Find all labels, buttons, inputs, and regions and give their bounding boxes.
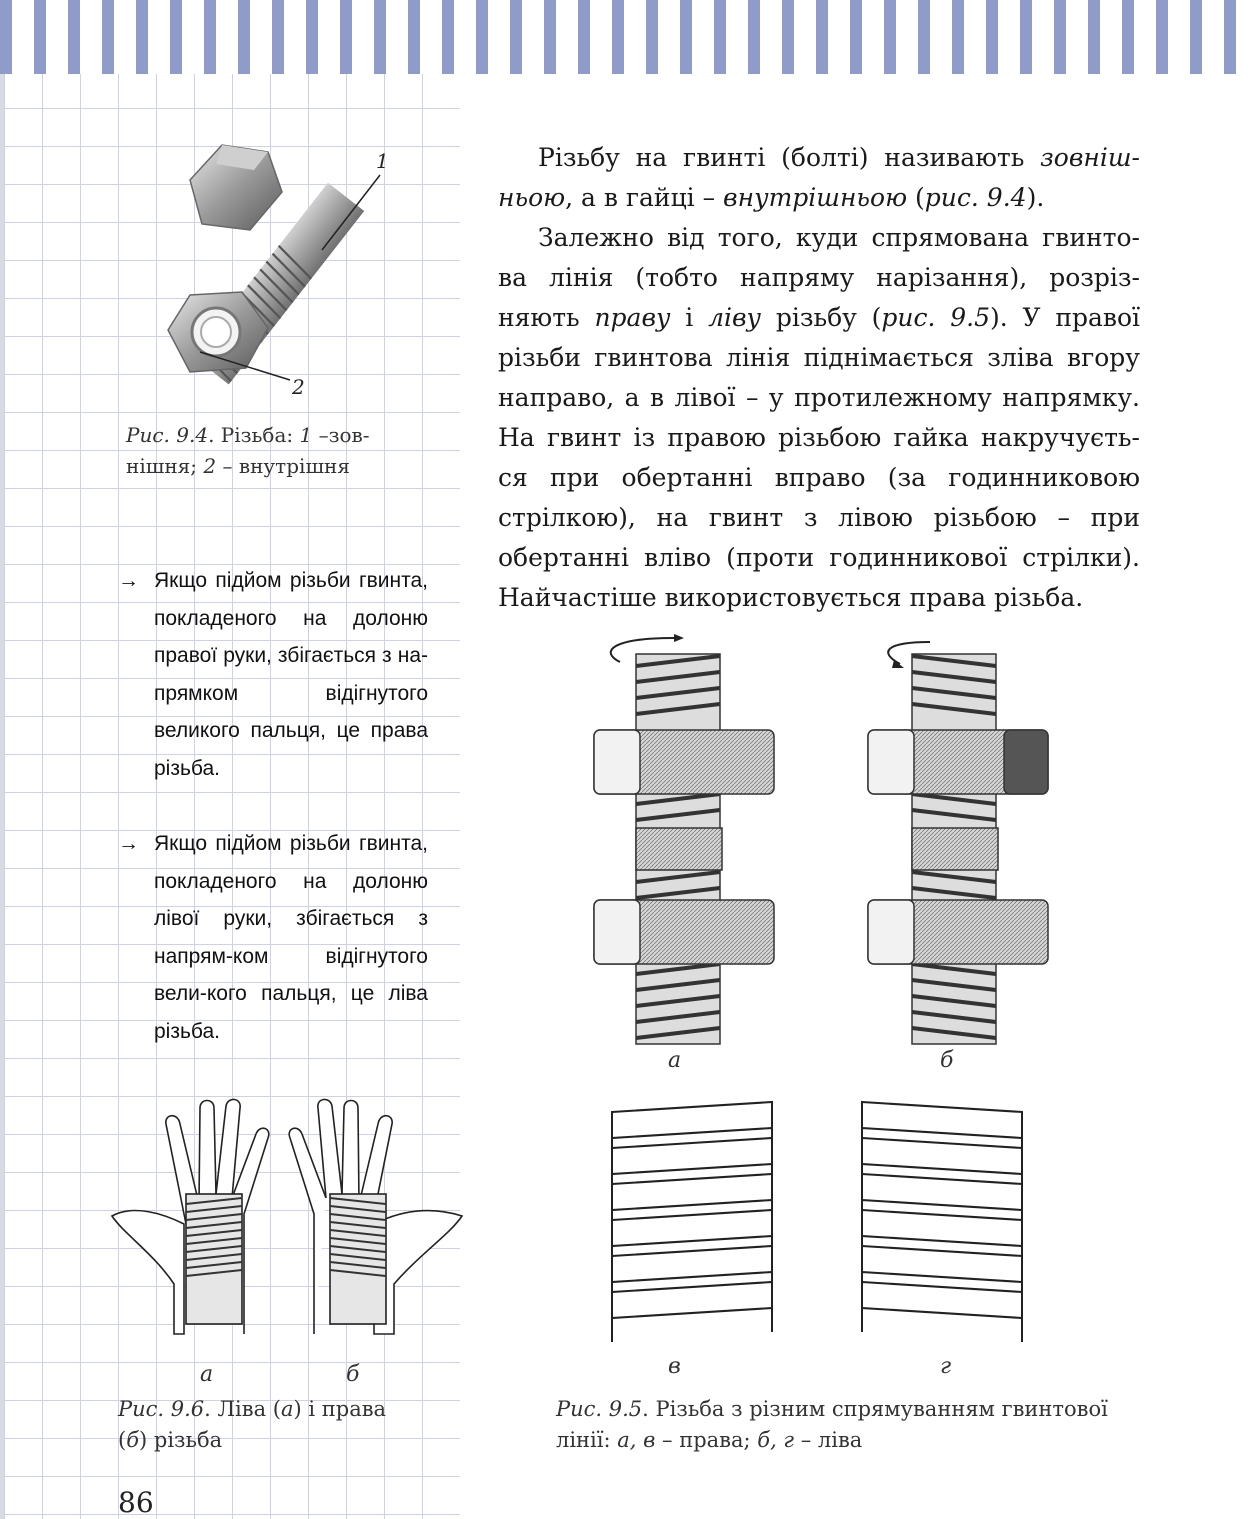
paragraph-1: [498, 138, 1140, 218]
fig94-caption-ref: Рис. 9.4: [126, 423, 209, 447]
fig96-label-b: б: [346, 1362, 360, 1387]
p1-c: (: [907, 183, 925, 212]
arrow-icon: →: [118, 569, 139, 592]
fig96-caption-text4: ) різьба: [139, 1428, 223, 1452]
fig95-caption: [556, 1394, 1196, 1456]
fig95-caption-i2: б, г: [757, 1428, 795, 1452]
note-text: Якщо підйом різьби гвинта, покладеного на долоню правої руки, збігається з на-прямком відігнутого великого пальця, це права різьба.: [154, 569, 428, 780]
fig94-label-1: 1: [376, 149, 389, 173]
paragraph-2: [498, 218, 1140, 618]
fig94-caption-text: . Різьба:: [208, 423, 300, 447]
p1-a: Різьбу на гвинті (болті) називають: [538, 143, 1041, 172]
fig96-caption-text1: . Ліва (: [204, 1397, 281, 1421]
p2-i1: праву: [594, 303, 671, 332]
fig95-label-a: а: [668, 1048, 682, 1073]
fig94-caption: [126, 420, 426, 482]
fig95-caption-i1: а, в: [617, 1428, 656, 1452]
p1-i1: зовніш-ньою: [498, 143, 1140, 212]
fig95-caption-text1: . Різьба з різним спрямуванням гвинтової: [642, 1397, 1108, 1421]
helix-v: [612, 1102, 772, 1342]
main-text: [498, 138, 1140, 618]
fig94-caption-n2: 2: [203, 454, 217, 478]
p2-c: різьбу (: [761, 303, 882, 332]
thread-direction-illustration: [590, 632, 1060, 1352]
fig94-label-2: 2: [292, 375, 305, 399]
note-text: Якщо підйом різьби гвинта, покладеного на долоню лівої руки, збігається з напрям-ком відігнутого вели-кого пальця, це ліва різьба.: [154, 832, 428, 1043]
fig94-caption-n1: 1: [299, 423, 313, 447]
fig96-label-a: а: [200, 1362, 214, 1387]
fig95-caption-text2: лінії:: [556, 1428, 618, 1452]
page-number: 86: [118, 1486, 154, 1519]
fig95-label-v: в: [668, 1354, 681, 1379]
fig95-label-g: г: [940, 1354, 952, 1379]
rod-b: [868, 642, 1048, 1044]
note-left-thread: [118, 825, 428, 1050]
p2-d: ). У правої різьби гвинтова лінія піднімається зліва вгору направо, а в лівої – у протилежному напрямку. На гвинт із правою різьбою гайка накручуєть-ся при обертанні вправо (за годинниковою стрілкою), на гвинт з лівою різьбою – при обертанні вліво (проти годинникової стрілки). Найчастіше використовується права різьба.: [498, 303, 1141, 612]
fig94-caption-t2: нішня;: [126, 454, 204, 478]
p2-i3: рис. 9.5: [881, 303, 990, 332]
fig96-caption: [118, 1394, 438, 1456]
bolt-nut-illustration: [150, 140, 420, 420]
fig94-caption-t1: –зов-: [312, 423, 370, 447]
header-stripes: [0, 0, 1254, 74]
p2-b: і: [670, 303, 709, 332]
fig96-caption-text2: ) і права: [293, 1397, 387, 1421]
helix-g: [862, 1102, 1022, 1342]
fig96-caption-text3: (: [118, 1428, 127, 1452]
fig96-caption-ref: Рис. 9.6: [118, 1397, 205, 1421]
fig95-caption-text3: – права;: [655, 1428, 758, 1452]
fig95-caption-ref: Рис. 9.5: [556, 1397, 643, 1421]
rod-a: [594, 634, 774, 1044]
fig96-caption-i1: а: [280, 1397, 294, 1421]
p1-i3: рис. 9.4: [924, 183, 1027, 212]
p2-i2: ліву: [708, 303, 762, 332]
fig94-caption-t3: – внутрішня: [216, 454, 350, 478]
hands-illustration: [104, 1094, 468, 1364]
p1-i2: внутрішньою: [723, 183, 908, 212]
p2-a: Залежно від того, куди спрямована гвинто-ва лінія (тобто напряму нарізання), розріз-няють: [498, 223, 1140, 332]
p1-d: ).: [1026, 183, 1045, 212]
p1-b: , а в гайці –: [565, 183, 724, 212]
arrow-icon: →: [118, 832, 139, 855]
fig96-caption-i2: б: [126, 1428, 140, 1452]
fig95-label-b: б: [940, 1048, 954, 1073]
note-right-thread: [118, 562, 428, 787]
fig95-caption-text4: – ліва: [794, 1428, 863, 1452]
